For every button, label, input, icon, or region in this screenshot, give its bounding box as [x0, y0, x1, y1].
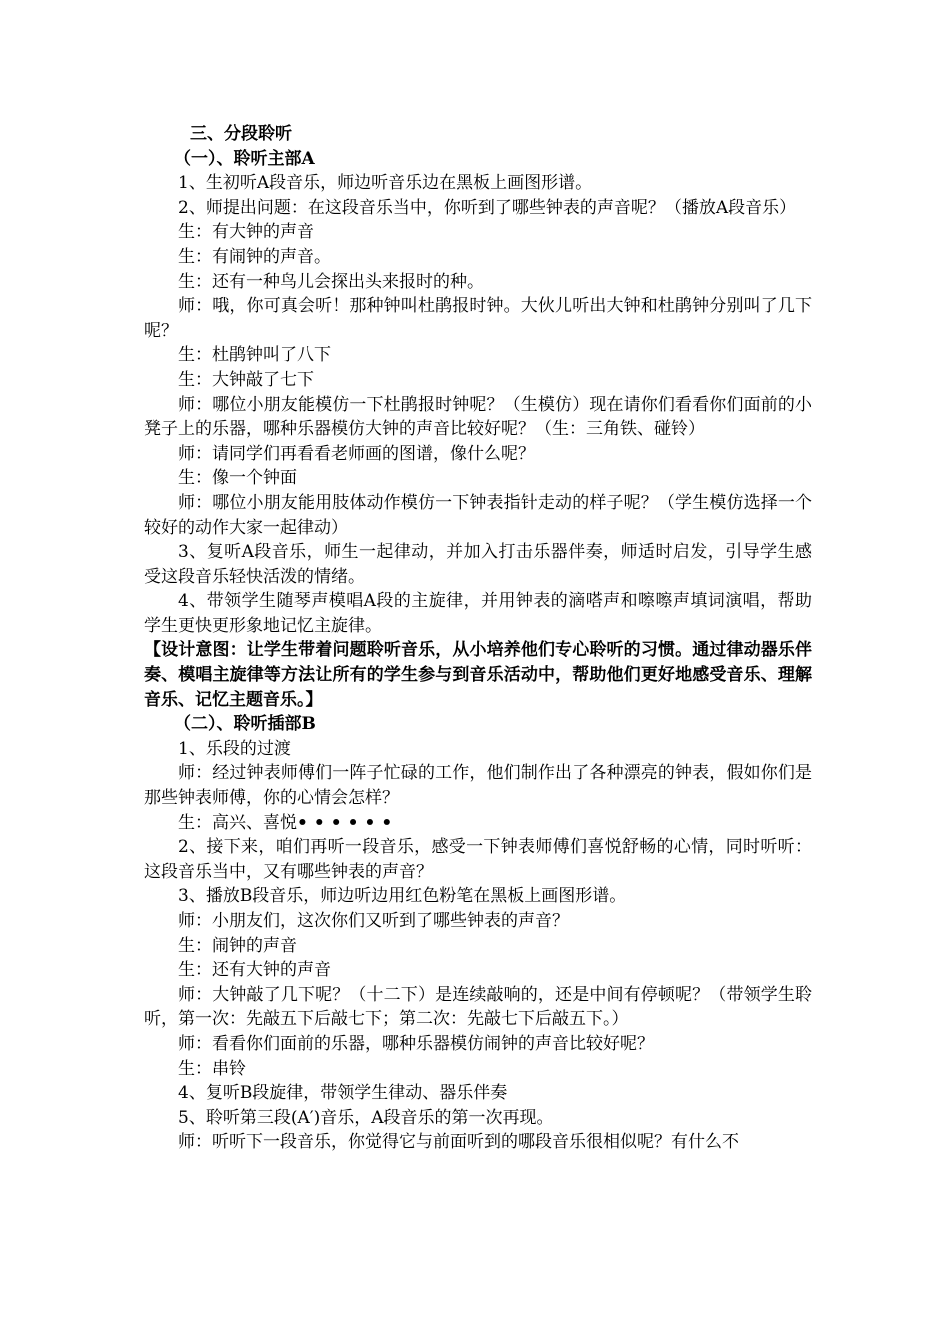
paragraph: [144, 343, 812, 368]
paragraph: [144, 589, 812, 638]
paragraph-text: 师：大钟敲了几下呢？（十二下）是连续敲响的，还是中间有停顿呢？（带领学生聆听，第一次：先敲五下后敲七下；第二次：先敲七下后敲五下。）: [144, 984, 812, 1030]
paragraph-text: （一）、聆听主部A: [174, 148, 315, 169]
paragraph: [144, 737, 812, 762]
paragraph: [144, 466, 812, 491]
paragraph-text: 3、复听A段音乐，师生一起律动，并加入打击乐器伴奏，师适时启发，引导学生感受这段音乐轻快活泼的情绪。: [144, 542, 812, 587]
paragraph: [144, 909, 812, 934]
paragraph: [144, 220, 812, 245]
paragraph-text: 生：有闹钟的声音。: [178, 246, 331, 267]
paragraph-text: 师：哦，你可真会听！那种钟叫杜鹃报时钟。大伙儿听出大钟和杜鹃钟分别叫了几下呢？: [144, 296, 812, 341]
paragraph: [144, 835, 812, 884]
paragraph: [144, 1130, 812, 1155]
paragraph: [144, 147, 812, 172]
paragraph: [144, 442, 812, 467]
paragraph-text: 师：哪位小朋友能用肢体动作模仿一下钟表指针走动的样子呢？（学生模仿选择一个较好的动作大家一起律动）: [144, 492, 812, 538]
paragraph-text: 生：高兴、喜悦: [178, 812, 297, 833]
paragraph: [144, 196, 812, 221]
paragraph: [144, 638, 812, 712]
paragraph-text: 生：串铃: [178, 1058, 246, 1079]
paragraph-text: 4、复听B段旋律，带领学生律动、器乐伴奏: [178, 1083, 508, 1104]
paragraph: [144, 171, 812, 196]
paragraph: [144, 368, 812, 393]
paragraph-text: 2、师提出问题：在这段音乐当中，你听到了哪些钟表的声音呢？（播放A段音乐）: [178, 197, 797, 218]
paragraph-text: 5、聆听第三段(A′)音乐，A段音乐的第一次再现。: [178, 1107, 554, 1128]
paragraph: [144, 958, 812, 983]
paragraph: [144, 811, 812, 836]
paragraph: [144, 884, 812, 909]
paragraph-text: 师：小朋友们，这次你们又听到了哪些钟表的声音？: [178, 911, 569, 931]
paragraph-text: 师：请同学们再看看老师画的图谱，像什么呢？: [178, 443, 535, 464]
paragraph: [144, 983, 812, 1032]
paragraph-text: 生：还有大钟的声音: [178, 960, 331, 981]
paragraph-text: 3、播放B段音乐，师边听边用红色粉笔在黑板上画图形谱。: [178, 886, 627, 907]
paragraph-text: 1、乐段的过渡: [178, 738, 291, 759]
paragraph-text: 2、接下来，咱们再听一段音乐，感受一下钟表师傅们喜悦舒畅的心情，同时听听：这段音乐当中，又有哪些钟表的声音？: [144, 837, 812, 882]
paragraph: [144, 934, 812, 959]
paragraph-text: 三、分段聆听: [190, 124, 292, 144]
paragraph-text: 【设计意图：让学生带着问题聆听音乐，从小培养他们专心聆听的习惯。通过律动器乐伴奏、模唱主旋律等方法让所有的学生参与到音乐活动中，帮助他们更好地感受音乐、理解音乐、记忆主题音乐。】: [144, 640, 812, 710]
paragraph-text: 生：有大钟的声音: [178, 222, 314, 243]
paragraph-text: 生：还有一种鸟儿会探出头来报时的种。: [178, 271, 484, 292]
paragraph: [144, 761, 812, 810]
paragraph: [144, 245, 812, 270]
paragraph-text: 1、生初听A段音乐，师边听音乐边在黑板上画图形谱。: [178, 173, 593, 194]
paragraph: [144, 491, 812, 540]
paragraph: [144, 270, 812, 295]
paragraph-text: 生：杜鹃钟叫了八下: [178, 345, 331, 366]
paragraph-text: 生：闹钟的声音: [178, 935, 297, 956]
paragraph: [144, 712, 812, 737]
paragraph-text: （二）、聆听插部B: [174, 714, 316, 735]
paragraph: [144, 393, 812, 442]
document-body: [144, 122, 812, 1155]
paragraph: [144, 1106, 812, 1131]
paragraph: [144, 1081, 812, 1106]
paragraph-text: 师：经过钟表师傅们一阵子忙碌的工作，他们制作出了各种漂亮的钟表，假如你们是那些钟表师傅，你的心情会怎样？: [144, 763, 812, 809]
paragraph-text: 生：像一个钟面: [178, 468, 297, 489]
paragraph: [144, 122, 812, 147]
paragraph: [144, 1057, 812, 1082]
paragraph-text: 师：哪位小朋友能模仿一下杜鹃报时钟呢？（生模仿）现在请你们看看你们面前的小凳子上的乐器，哪种乐器模仿大钟的声音比较好呢？（生：三角铁、碰铃）: [144, 394, 812, 440]
ellipsis-dots: ••••••: [297, 812, 399, 833]
paragraph: [144, 294, 812, 343]
paragraph: [144, 1032, 812, 1057]
paragraph-text: 生：大钟敲了七下: [178, 369, 314, 390]
paragraph-text: 4、带领学生随琴声模唱A段的主旋律，并用钟表的滴嗒声和嚓嚓声填词演唱，帮助学生更快更形象地记忆主旋律。: [144, 591, 812, 636]
paragraph-text: 师：看看你们面前的乐器，哪种乐器模仿闹钟的声音比较好呢？: [178, 1033, 654, 1054]
paragraph-text: 师：听听下一段音乐，你觉得它与前面听到的哪段音乐很相似呢？有什么不: [178, 1132, 739, 1153]
paragraph: [144, 540, 812, 589]
